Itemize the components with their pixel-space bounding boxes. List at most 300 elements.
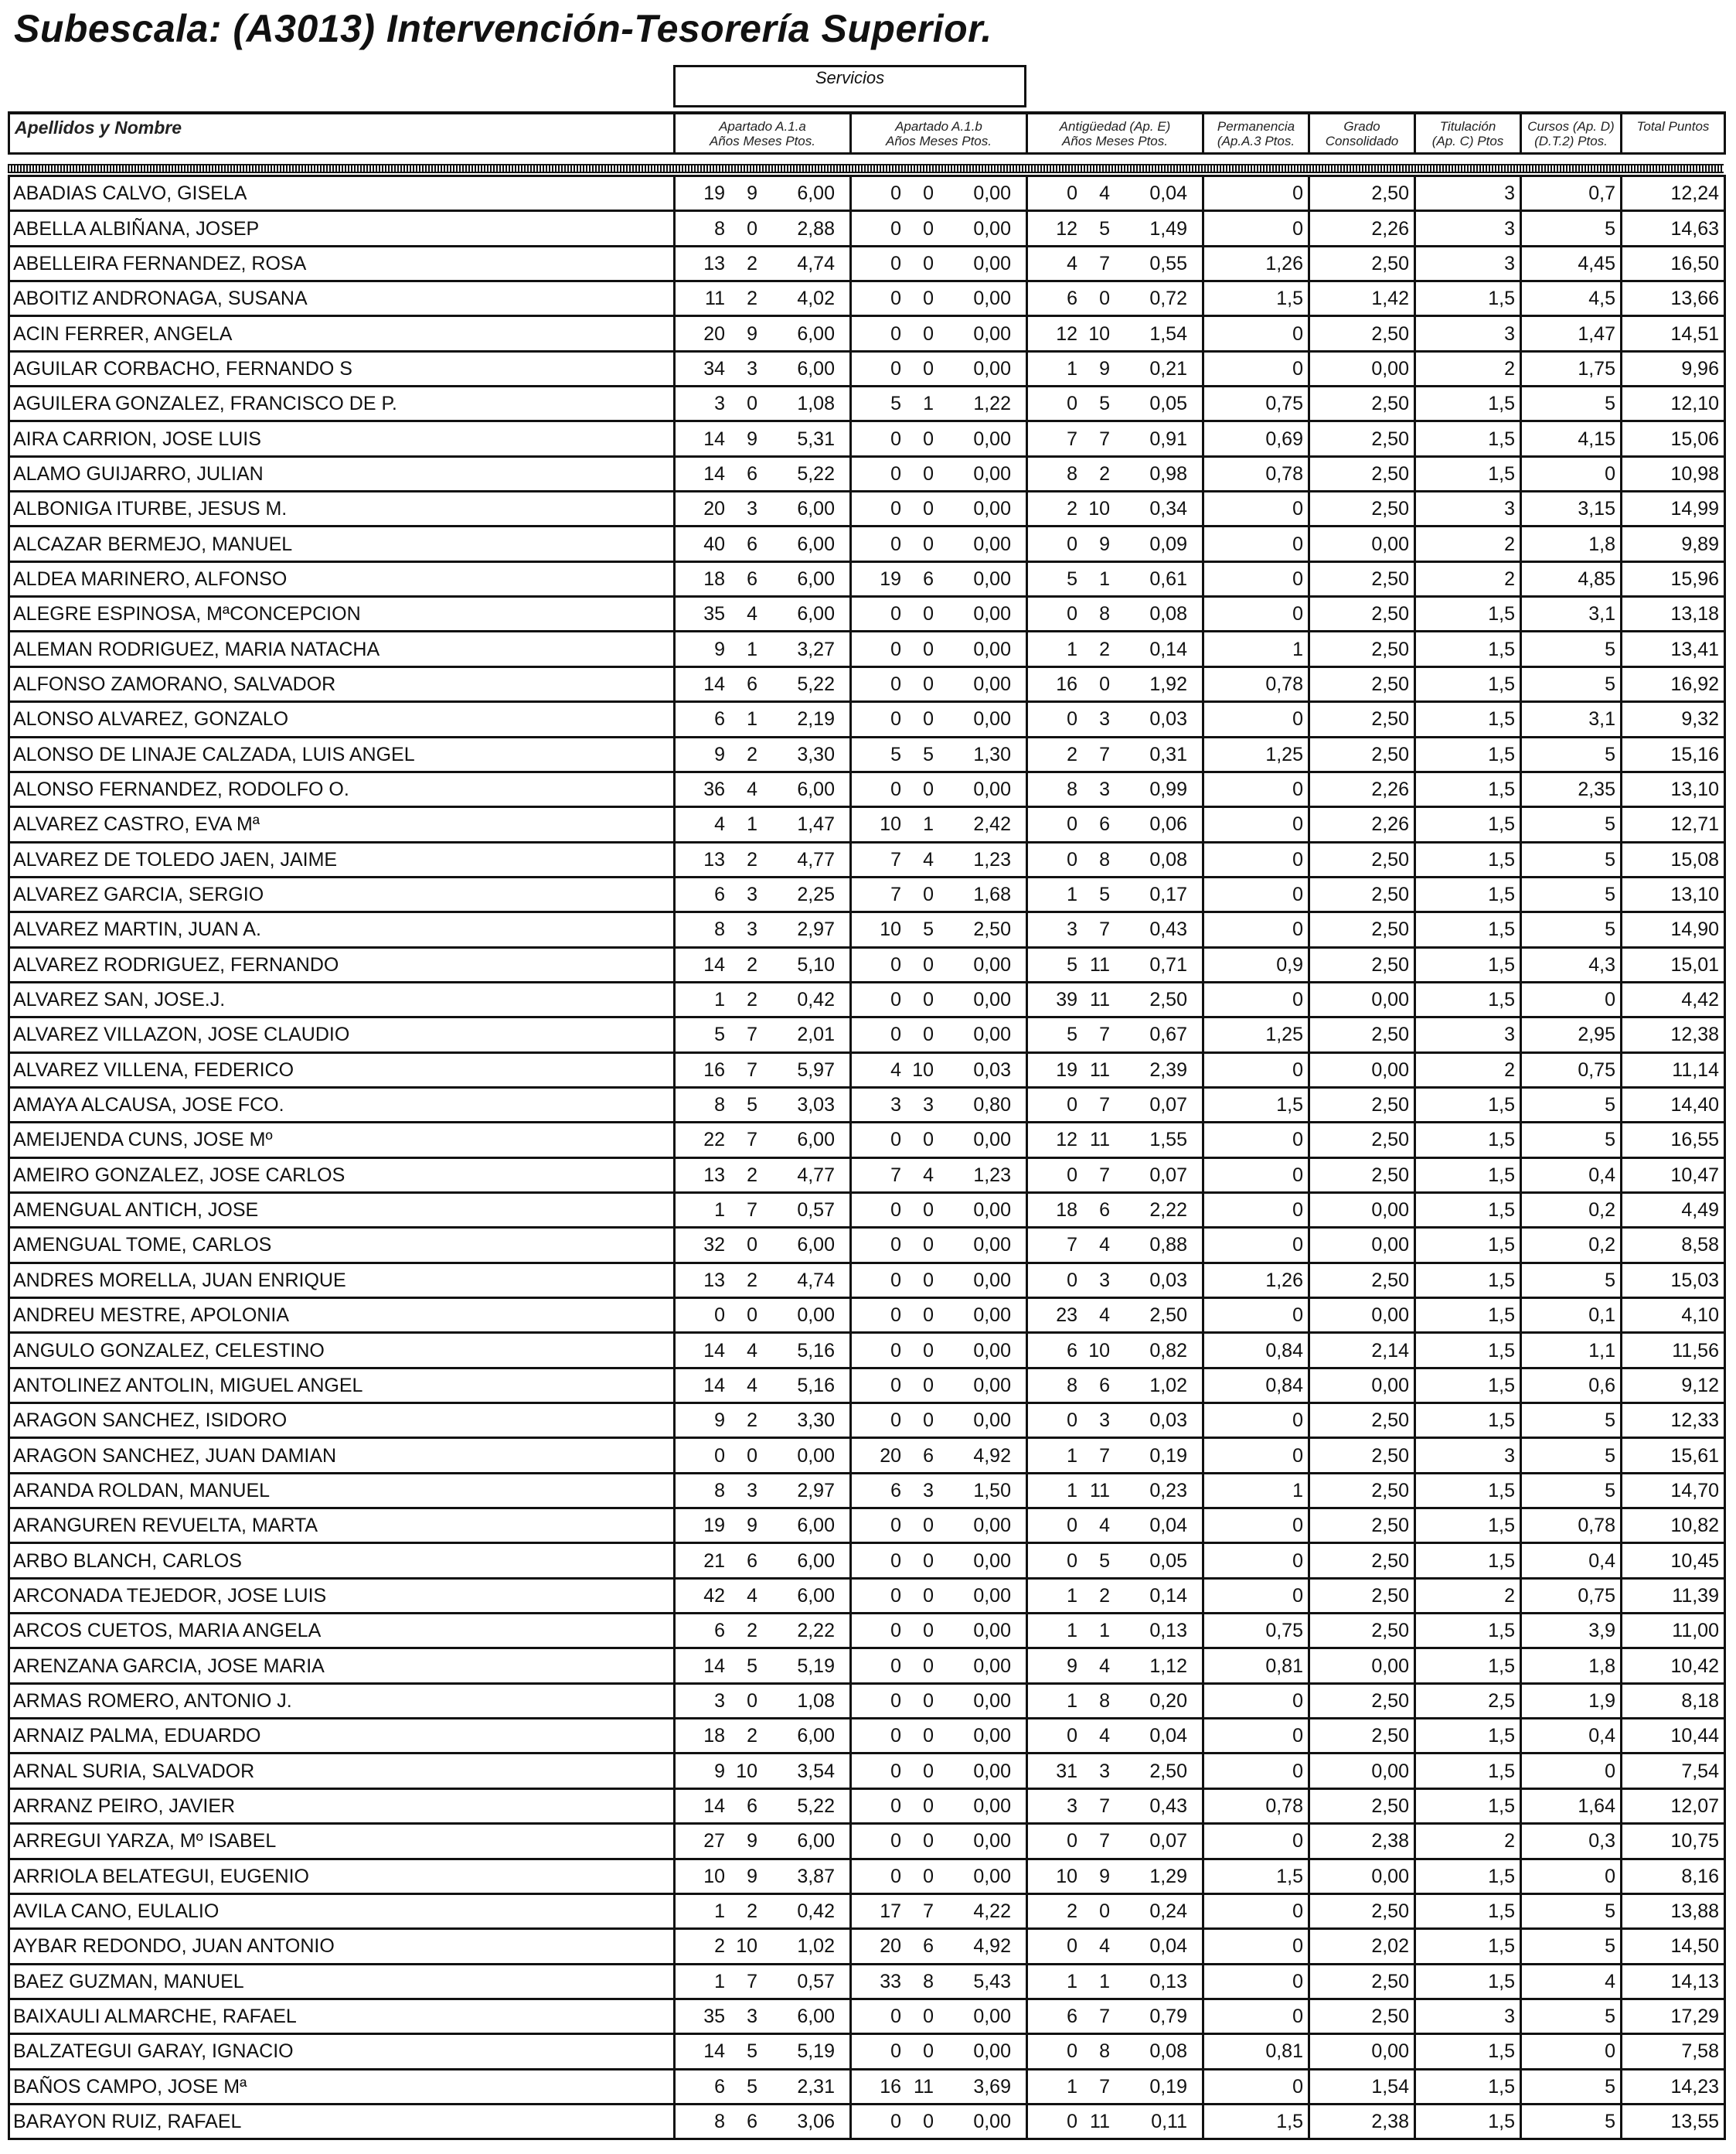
table-row — [9, 1964, 1725, 1999]
cell-apartado-a1a: 11 2 4,02 — [675, 281, 851, 316]
cell-apartado-a1a: 14 9 5,31 — [675, 421, 851, 456]
cell-total: 13,10 — [1622, 772, 1725, 806]
cell-antiguedad: 0 7 0,07 — [1027, 1157, 1203, 1192]
table-row — [9, 737, 1725, 772]
cell-grado: 2,50 — [1309, 666, 1415, 701]
cell-name: AGUILERA GONZALEZ, FRANCISCO DE P. — [9, 387, 675, 421]
cell-titulacion: 1,5 — [1415, 1614, 1521, 1648]
cell-name: AMAYA ALCAUSA, JOSE FCO. — [9, 1087, 675, 1122]
cell-cursos: 5 — [1521, 1999, 1622, 2033]
cell-total: 12,10 — [1622, 387, 1725, 421]
cell-titulacion: 1,5 — [1415, 2104, 1521, 2139]
cell-permanencia: 1 — [1203, 632, 1309, 666]
cell-permanencia: 0 — [1203, 1508, 1309, 1543]
scores-table — [8, 175, 1726, 2140]
cell-apartado-a1a: 6 1 2,19 — [675, 702, 851, 737]
cell-cursos: 2,95 — [1521, 1017, 1622, 1052]
cell-permanencia: 0 — [1203, 1157, 1309, 1192]
cell-permanencia: 0 — [1203, 1192, 1309, 1227]
cell-antiguedad: 0 4 0,04 — [1027, 1508, 1203, 1543]
cell-titulacion: 1,5 — [1415, 281, 1521, 316]
cell-apartado-a1b: 0 0 0,00 — [851, 597, 1027, 632]
cell-antiguedad: 0 4 0,04 — [1027, 1929, 1203, 1964]
cell-titulacion: 1,5 — [1415, 632, 1521, 666]
cell-cursos: 0 — [1521, 982, 1622, 1017]
cell-total: 14,40 — [1622, 1087, 1725, 1122]
cell-permanencia: 0 — [1203, 1824, 1309, 1859]
cell-total: 15,01 — [1622, 947, 1725, 982]
cell-cursos: 0 — [1521, 2034, 1622, 2069]
cell-apartado-a1a: 6 2 2,22 — [675, 1614, 851, 1648]
cell-titulacion: 1,5 — [1415, 421, 1521, 456]
cell-apartado-a1a: 36 4 6,00 — [675, 772, 851, 806]
table-row — [9, 176, 1725, 211]
cell-cursos: 4,3 — [1521, 947, 1622, 982]
cell-permanencia: 0 — [1203, 912, 1309, 947]
cell-cursos: 5 — [1521, 1473, 1622, 1508]
table-row — [9, 1438, 1725, 1473]
cell-apartado-a1b: 0 0 0,00 — [851, 1683, 1027, 1718]
table-row — [9, 947, 1725, 982]
cell-antiguedad: 0 8 0,08 — [1027, 842, 1203, 877]
cell-grado: 2,50 — [1309, 1403, 1415, 1438]
cell-titulacion: 1,5 — [1415, 1087, 1521, 1122]
table-row — [9, 1263, 1725, 1297]
cell-cursos: 5 — [1521, 1893, 1622, 1928]
cell-apartado-a1a: 42 4 6,00 — [675, 1578, 851, 1613]
cell-cursos: 5 — [1521, 1438, 1622, 1473]
cell-antiguedad: 1 1 0,13 — [1027, 1614, 1203, 1648]
table-row — [9, 2034, 1725, 2069]
cell-apartado-a1a: 27 9 6,00 — [675, 1824, 851, 1859]
table-row — [9, 1614, 1725, 1648]
table-row — [9, 1123, 1725, 1157]
cell-name: ALVAREZ VILLAZON, JOSE CLAUDIO — [9, 1017, 675, 1052]
cell-apartado-a1a: 8 0 2,88 — [675, 211, 851, 246]
cell-grado: 0,00 — [1309, 1859, 1415, 1893]
cell-total: 14,51 — [1622, 316, 1725, 351]
cell-apartado-a1b: 16 11 3,69 — [851, 2069, 1027, 2104]
cell-grado: 2,50 — [1309, 1964, 1415, 1999]
cell-titulacion: 1,5 — [1415, 1719, 1521, 1754]
cell-permanencia: 0,84 — [1203, 1333, 1309, 1368]
cell-antiguedad: 5 11 0,71 — [1027, 947, 1203, 982]
cell-antiguedad: 1 8 0,20 — [1027, 1683, 1203, 1718]
cell-total: 13,55 — [1622, 2104, 1725, 2139]
cell-permanencia: 0 — [1203, 1543, 1309, 1578]
cell-total: 10,82 — [1622, 1508, 1725, 1543]
cell-grado: 1,54 — [1309, 2069, 1415, 2104]
cell-total: 10,44 — [1622, 1719, 1725, 1754]
cell-apartado-a1a: 14 4 5,16 — [675, 1368, 851, 1402]
cell-total: 15,96 — [1622, 561, 1725, 596]
cell-grado: 2,50 — [1309, 421, 1415, 456]
cell-titulacion: 3 — [1415, 1017, 1521, 1052]
cell-name: AMENGUAL TOME, CARLOS — [9, 1228, 675, 1263]
table-row — [9, 702, 1725, 737]
cell-total: 15,08 — [1622, 842, 1725, 877]
cell-grado: 2,50 — [1309, 1473, 1415, 1508]
cell-permanencia: 0 — [1203, 702, 1309, 737]
cell-name: ANTOLINEZ ANTOLIN, MIGUEL ANGEL — [9, 1368, 675, 1402]
cell-titulacion: 1,5 — [1415, 1508, 1521, 1543]
cell-name: AMENGUAL ANTICH, JOSE — [9, 1192, 675, 1227]
cell-cursos: 4 — [1521, 1964, 1622, 1999]
cell-name: ARNAL SURIA, SALVADOR — [9, 1754, 675, 1788]
cell-permanencia: 0 — [1203, 842, 1309, 877]
cell-grado: 2,50 — [1309, 737, 1415, 772]
table-row — [9, 1683, 1725, 1718]
header-grado: Grado Consolidado — [1309, 113, 1415, 154]
cell-cursos: 0,4 — [1521, 1157, 1622, 1192]
cell-cursos: 4,45 — [1521, 246, 1622, 281]
cell-antiguedad: 12 5 1,49 — [1027, 211, 1203, 246]
cell-apartado-a1a: 32 0 6,00 — [675, 1228, 851, 1263]
cell-apartado-a1a: 14 6 5,22 — [675, 666, 851, 701]
cell-permanencia: 0,9 — [1203, 947, 1309, 982]
cell-antiguedad: 2 0 0,24 — [1027, 1893, 1203, 1928]
cell-apartado-a1a: 1 7 0,57 — [675, 1964, 851, 1999]
cell-grado: 0,00 — [1309, 1368, 1415, 1402]
cell-antiguedad: 12 10 1,54 — [1027, 316, 1203, 351]
cell-apartado-a1a: 13 2 4,74 — [675, 246, 851, 281]
cell-antiguedad: 0 7 0,07 — [1027, 1824, 1203, 1859]
cell-name: ALVAREZ CASTRO, EVA Mª — [9, 807, 675, 842]
cell-grado: 2,50 — [1309, 1508, 1415, 1543]
cell-antiguedad: 0 4 0,04 — [1027, 176, 1203, 211]
cell-name: AVILA CANO, EULALIO — [9, 1893, 675, 1928]
cell-total: 14,90 — [1622, 912, 1725, 947]
cell-permanencia: 1 — [1203, 1473, 1309, 1508]
cell-antiguedad: 9 4 1,12 — [1027, 1648, 1203, 1683]
cell-apartado-a1b: 0 0 0,00 — [851, 527, 1027, 561]
cell-cursos: 0,4 — [1521, 1719, 1622, 1754]
table-row — [9, 1893, 1725, 1928]
cell-permanencia: 0 — [1203, 1052, 1309, 1087]
cell-apartado-a1b: 0 0 0,00 — [851, 1508, 1027, 1543]
cell-cursos: 0,1 — [1521, 1298, 1622, 1333]
cell-total: 15,06 — [1622, 421, 1725, 456]
cell-total: 12,33 — [1622, 1403, 1725, 1438]
cell-titulacion: 1,5 — [1415, 597, 1521, 632]
cell-grado: 2,50 — [1309, 1087, 1415, 1122]
header-titulacion: Titulación (Ap. C) Ptos — [1415, 113, 1521, 154]
cell-permanencia: 0 — [1203, 351, 1309, 386]
cell-permanencia: 0 — [1203, 561, 1309, 596]
cell-name: AGUILAR CORBACHO, FERNANDO S — [9, 351, 675, 386]
cell-apartado-a1a: 35 4 6,00 — [675, 597, 851, 632]
cell-grado: 2,50 — [1309, 246, 1415, 281]
cell-titulacion: 3 — [1415, 246, 1521, 281]
cell-apartado-a1b: 6 3 1,50 — [851, 1473, 1027, 1508]
cell-name: ALONSO FERNANDEZ, RODOLFO O. — [9, 772, 675, 806]
cell-apartado-a1a: 40 6 6,00 — [675, 527, 851, 561]
cell-antiguedad: 0 5 0,05 — [1027, 387, 1203, 421]
cell-permanencia: 0,81 — [1203, 1648, 1309, 1683]
table-row — [9, 1052, 1725, 1087]
cell-name: ARANGUREN REVUELTA, MARTA — [9, 1508, 675, 1543]
cell-total: 13,18 — [1622, 597, 1725, 632]
cell-apartado-a1a: 1 7 0,57 — [675, 1192, 851, 1227]
cell-permanencia: 0 — [1203, 316, 1309, 351]
cell-name: ALEMAN RODRIGUEZ, MARIA NATACHA — [9, 632, 675, 666]
header-name: Apellidos y Nombre — [9, 113, 675, 154]
cell-total: 11,56 — [1622, 1333, 1725, 1368]
cell-total: 7,58 — [1622, 2034, 1725, 2069]
cell-grado: 2,38 — [1309, 2104, 1415, 2139]
cell-apartado-a1a: 3 0 1,08 — [675, 387, 851, 421]
cell-total: 17,29 — [1622, 1999, 1725, 2033]
cell-antiguedad: 0 9 0,09 — [1027, 527, 1203, 561]
cell-apartado-a1b: 20 6 4,92 — [851, 1929, 1027, 1964]
table-row — [9, 1648, 1725, 1683]
cell-cursos: 0,75 — [1521, 1052, 1622, 1087]
table-row — [9, 912, 1725, 947]
cell-grado: 2,50 — [1309, 1017, 1415, 1052]
cell-name: ARBO BLANCH, CARLOS — [9, 1543, 675, 1578]
cell-name: ALEGRE ESPINOSA, MªCONCEPCION — [9, 597, 675, 632]
cell-permanencia: 0,84 — [1203, 1368, 1309, 1402]
cell-permanencia: 0 — [1203, 1123, 1309, 1157]
cell-name: BAEZ GUZMAN, MANUEL — [9, 1964, 675, 1999]
cell-name: ALFONSO ZAMORANO, SALVADOR — [9, 666, 675, 701]
cell-total: 9,12 — [1622, 1368, 1725, 1402]
cell-apartado-a1b: 33 8 5,43 — [851, 1964, 1027, 1999]
cell-grado: 2,50 — [1309, 561, 1415, 596]
cell-name: ACIN FERRER, ANGELA — [9, 316, 675, 351]
table-row — [9, 1824, 1725, 1859]
cell-titulacion: 1,5 — [1415, 1403, 1521, 1438]
cell-apartado-a1b: 20 6 4,92 — [851, 1438, 1027, 1473]
cell-titulacion: 1,5 — [1415, 982, 1521, 1017]
cell-apartado-a1b: 5 1 1,22 — [851, 387, 1027, 421]
table-row — [9, 2069, 1725, 2104]
cell-titulacion: 1,5 — [1415, 877, 1521, 912]
cell-apartado-a1a: 19 9 6,00 — [675, 1508, 851, 1543]
cell-name: ARRANZ PEIRO, JAVIER — [9, 1788, 675, 1823]
cell-apartado-a1b: 0 0 0,00 — [851, 1999, 1027, 2033]
cell-apartado-a1b: 0 0 0,00 — [851, 351, 1027, 386]
table-row — [9, 387, 1725, 421]
cell-cursos: 5 — [1521, 2104, 1622, 2139]
cell-name: ARENZANA GARCIA, JOSE MARIA — [9, 1648, 675, 1683]
cell-apartado-a1b: 10 1 2,42 — [851, 807, 1027, 842]
cell-cursos: 5 — [1521, 1403, 1622, 1438]
cell-apartado-a1b: 0 0 0,00 — [851, 1859, 1027, 1893]
cell-antiguedad: 0 3 0,03 — [1027, 702, 1203, 737]
cell-antiguedad: 1 2 0,14 — [1027, 632, 1203, 666]
cell-grado: 1,42 — [1309, 281, 1415, 316]
cell-apartado-a1b: 0 0 0,00 — [851, 1788, 1027, 1823]
cell-antiguedad: 3 7 0,43 — [1027, 1788, 1203, 1823]
cell-cursos: 5 — [1521, 807, 1622, 842]
cell-apartado-a1a: 35 3 6,00 — [675, 1999, 851, 2033]
cell-apartado-a1a: 2 10 1,02 — [675, 1929, 851, 1964]
cell-grado: 2,50 — [1309, 456, 1415, 491]
cell-grado: 2,50 — [1309, 1788, 1415, 1823]
cell-permanencia: 0 — [1203, 1964, 1309, 1999]
cell-titulacion: 1,5 — [1415, 1543, 1521, 1578]
cell-apartado-a1b: 0 0 0,00 — [851, 456, 1027, 491]
cell-grado: 0,00 — [1309, 1192, 1415, 1227]
table-row — [9, 632, 1725, 666]
cell-titulacion: 1,5 — [1415, 702, 1521, 737]
cell-cursos: 5 — [1521, 387, 1622, 421]
cell-name: ANDRES MORELLA, JUAN ENRIQUE — [9, 1263, 675, 1297]
cell-cursos: 5 — [1521, 737, 1622, 772]
table-row — [9, 1333, 1725, 1368]
cell-apartado-a1a: 8 3 2,97 — [675, 912, 851, 947]
cell-cursos: 0,3 — [1521, 1824, 1622, 1859]
cell-total: 12,24 — [1622, 176, 1725, 211]
cell-grado: 0,00 — [1309, 1754, 1415, 1788]
cell-apartado-a1b: 0 0 0,00 — [851, 1017, 1027, 1052]
table-row — [9, 1788, 1725, 1823]
cell-cursos: 5 — [1521, 632, 1622, 666]
cell-permanencia: 0 — [1203, 1754, 1309, 1788]
cell-apartado-a1b: 0 0 0,00 — [851, 2034, 1027, 2069]
cell-total: 10,42 — [1622, 1648, 1725, 1683]
cell-apartado-a1b: 0 0 0,00 — [851, 1263, 1027, 1297]
cell-titulacion: 2 — [1415, 527, 1521, 561]
cell-titulacion: 3 — [1415, 492, 1521, 527]
cell-total: 14,23 — [1622, 2069, 1725, 2104]
cell-total: 10,45 — [1622, 1543, 1725, 1578]
cell-apartado-a1a: 21 6 6,00 — [675, 1543, 851, 1578]
cell-apartado-a1b: 0 0 0,00 — [851, 982, 1027, 1017]
cell-apartado-a1b: 0 0 0,00 — [851, 1368, 1027, 1402]
cell-antiguedad: 0 7 0,07 — [1027, 1087, 1203, 1122]
cell-name: ANDREU MESTRE, APOLONIA — [9, 1298, 675, 1333]
cell-antiguedad: 18 6 2,22 — [1027, 1192, 1203, 1227]
cell-cursos: 0,78 — [1521, 1508, 1622, 1543]
cell-cursos: 5 — [1521, 877, 1622, 912]
cell-apartado-a1b: 0 0 0,00 — [851, 632, 1027, 666]
cell-antiguedad: 8 6 1,02 — [1027, 1368, 1203, 1402]
cell-cursos: 0,6 — [1521, 1368, 1622, 1402]
cell-apartado-a1a: 5 7 2,01 — [675, 1017, 851, 1052]
cell-grado: 2,02 — [1309, 1929, 1415, 1964]
cell-titulacion: 1,5 — [1415, 1192, 1521, 1227]
cell-permanencia: 0,75 — [1203, 387, 1309, 421]
cell-name: ARCOS CUETOS, MARIA ANGELA — [9, 1614, 675, 1648]
cell-titulacion: 1,5 — [1415, 387, 1521, 421]
cell-permanencia: 0 — [1203, 877, 1309, 912]
cell-apartado-a1a: 34 3 6,00 — [675, 351, 851, 386]
cell-permanencia: 0 — [1203, 211, 1309, 246]
cell-apartado-a1b: 3 3 0,80 — [851, 1087, 1027, 1122]
cell-apartado-a1a: 20 9 6,00 — [675, 316, 851, 351]
cell-apartado-a1a: 13 2 4,74 — [675, 1263, 851, 1297]
table-row — [9, 561, 1725, 596]
cell-apartado-a1b: 0 0 0,00 — [851, 1719, 1027, 1754]
cell-grado: 2,26 — [1309, 772, 1415, 806]
cell-grado: 2,26 — [1309, 807, 1415, 842]
header-permanencia: Permanencia (Ap.A.3 Ptos. — [1203, 113, 1309, 154]
cell-total: 11,14 — [1622, 1052, 1725, 1087]
cell-apartado-a1a: 18 6 6,00 — [675, 561, 851, 596]
cell-total: 8,18 — [1622, 1683, 1725, 1718]
header-separator — [8, 164, 1724, 173]
cell-cursos: 4,15 — [1521, 421, 1622, 456]
cell-permanencia: 0 — [1203, 1438, 1309, 1473]
cell-apartado-a1b: 19 6 0,00 — [851, 561, 1027, 596]
cell-name: ABOITIZ ANDRONAGA, SUSANA — [9, 281, 675, 316]
cell-grado: 0,00 — [1309, 1228, 1415, 1263]
cell-grado: 0,00 — [1309, 1648, 1415, 1683]
cell-titulacion: 2,5 — [1415, 1683, 1521, 1718]
cell-titulacion: 1,5 — [1415, 1859, 1521, 1893]
cell-antiguedad: 7 7 0,91 — [1027, 421, 1203, 456]
cell-titulacion: 1,5 — [1415, 1788, 1521, 1823]
table-row — [9, 2104, 1725, 2139]
table-row — [9, 492, 1725, 527]
cell-total: 15,16 — [1622, 737, 1725, 772]
cell-cursos: 0,2 — [1521, 1192, 1622, 1227]
cell-cursos: 5 — [1521, 1087, 1622, 1122]
cell-cursos: 5 — [1521, 842, 1622, 877]
cell-permanencia: 0,69 — [1203, 421, 1309, 456]
cell-titulacion: 1,5 — [1415, 1893, 1521, 1928]
cell-name: ALONSO DE LINAJE CALZADA, LUIS ANGEL — [9, 737, 675, 772]
cell-antiguedad: 6 0 0,72 — [1027, 281, 1203, 316]
cell-apartado-a1a: 9 2 3,30 — [675, 737, 851, 772]
cell-titulacion: 3 — [1415, 176, 1521, 211]
cell-titulacion: 1,5 — [1415, 807, 1521, 842]
cell-apartado-a1b: 0 0 0,00 — [851, 1298, 1027, 1333]
table-row — [9, 1999, 1725, 2033]
table-row — [9, 1859, 1725, 1893]
cell-apartado-a1b: 0 0 0,00 — [851, 1228, 1027, 1263]
cell-apartado-a1a: 9 2 3,30 — [675, 1403, 851, 1438]
cell-permanencia: 1,25 — [1203, 737, 1309, 772]
cell-permanencia: 0,78 — [1203, 1788, 1309, 1823]
cell-permanencia: 1,26 — [1203, 246, 1309, 281]
cell-titulacion: 3 — [1415, 211, 1521, 246]
table-row — [9, 1578, 1725, 1613]
table-row — [9, 1192, 1725, 1227]
table-row — [9, 1228, 1725, 1263]
cell-grado: 2,50 — [1309, 597, 1415, 632]
cell-apartado-a1a: 9 1 3,27 — [675, 632, 851, 666]
cell-grado: 2,50 — [1309, 176, 1415, 211]
table-row — [9, 1368, 1725, 1402]
cell-name: BALZATEGUI GARAY, IGNACIO — [9, 2034, 675, 2069]
cell-antiguedad: 5 7 0,67 — [1027, 1017, 1203, 1052]
cell-total: 9,32 — [1622, 702, 1725, 737]
cell-antiguedad: 5 1 0,61 — [1027, 561, 1203, 596]
cell-antiguedad: 1 5 0,17 — [1027, 877, 1203, 912]
cell-titulacion: 1,5 — [1415, 1964, 1521, 1999]
table-row — [9, 597, 1725, 632]
cell-apartado-a1b: 0 0 0,00 — [851, 947, 1027, 982]
cell-grado: 2,50 — [1309, 1543, 1415, 1578]
cell-cursos: 5 — [1521, 1929, 1622, 1964]
cell-name: BAIXAULI ALMARCHE, RAFAEL — [9, 1999, 675, 2033]
table-row — [9, 1298, 1725, 1333]
cell-apartado-a1a: 20 3 6,00 — [675, 492, 851, 527]
cell-apartado-a1a: 8 5 3,03 — [675, 1087, 851, 1122]
cell-titulacion: 3 — [1415, 316, 1521, 351]
cell-total: 14,99 — [1622, 492, 1725, 527]
cell-grado: 2,50 — [1309, 1438, 1415, 1473]
cell-apartado-a1a: 13 2 4,77 — [675, 1157, 851, 1192]
cell-apartado-a1a: 4 1 1,47 — [675, 807, 851, 842]
cell-titulacion: 1,5 — [1415, 1263, 1521, 1297]
cell-titulacion: 2 — [1415, 1578, 1521, 1613]
cell-apartado-a1a: 8 3 2,97 — [675, 1473, 851, 1508]
cell-apartado-a1a: 14 6 5,22 — [675, 1788, 851, 1823]
